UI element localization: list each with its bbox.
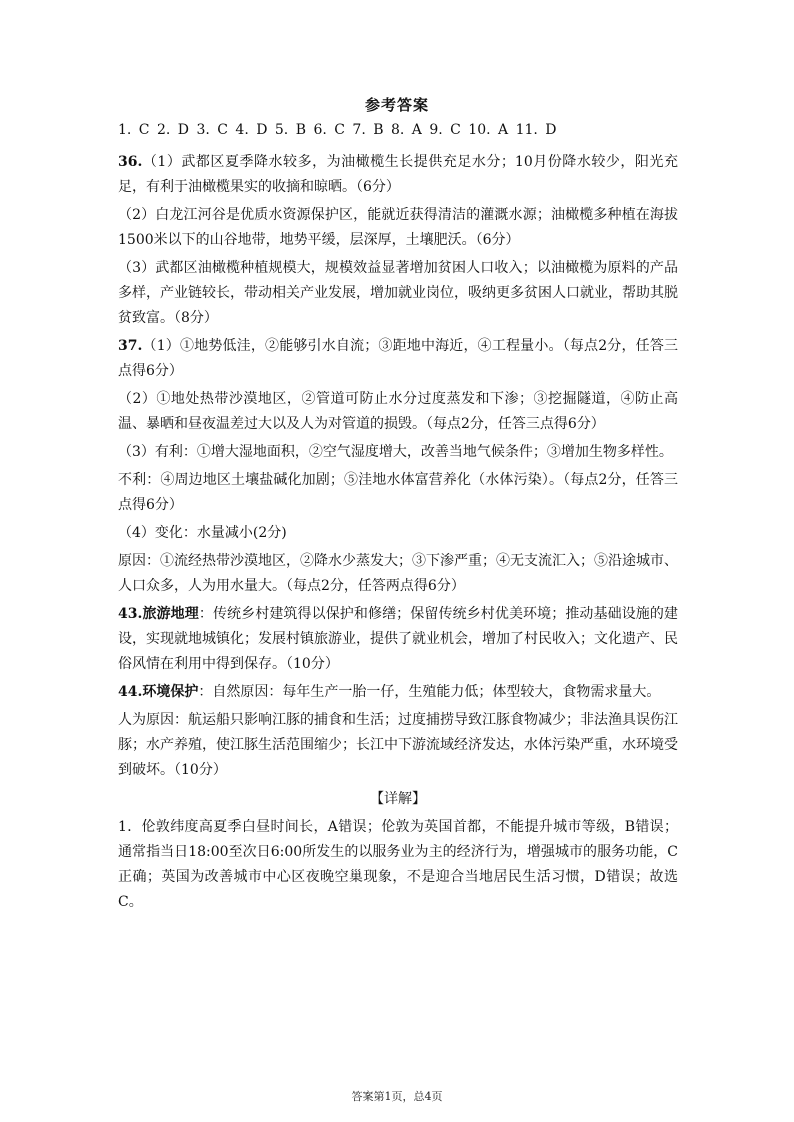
q37-part1-text: （1）①地势低洼，②能够引水自流；③距地中海近，④工程量小。（每点2分，任答三点得6分） [118,338,678,379]
q36-part1 [118,150,678,200]
q37-part3b: 不利：④周边地区土壤盐碱化加剧；⑤洼地水体富营养化（水体污染）。（每点2分，任答三点得6分） [118,472,678,513]
q37-part4b: 原因：①流经热带沙漠地区，②降水少蒸发大；③下渗严重；④无支流汇入；⑤沿途城市、人口众多，人为用水量大。（每点2分，任答两点得6分） [118,553,678,594]
q44-label: 44.环境保护 [118,684,199,700]
q36-part1-text: （1）武都区夏季降水较多，为油橄榄生长提供充足水分；10月份降水较少，阳光充足，有利于油橄榄果实的收摘和晾晒。（6分） [118,154,678,195]
page-footer: 答案第1页，总4页 [351,1090,443,1103]
q43-label: 43.旅游地理 [118,606,199,622]
page-title: 参考答案 [364,96,429,114]
q43-text: ：传统乡村建筑得以保护和修缮；保留传统乡村优美环境；推动基础设施的建设，实现就地城镇化；发展村镇旅游业，提供了就业机会，增加了村民收入；文化遗产、民俗风情在利用中得到保存。（10分） [118,606,679,672]
q37-part1 [118,334,678,384]
q44-answer [118,680,678,705]
detail-heading: 【详解】 [370,791,426,807]
q44-text: ：自然原因：每年生产一胎一仔，生殖能力低；体型较大，食物需求量大。 [198,684,661,700]
detail-paragraph-1: 1．伦敦纬度高夏季白昼时间长，A错误；伦敦为英国首都，不能提升城市等级，B错误；通常指当日18:00至次日6:00所发生的以服务业为主的经济行为，增强城市的服务功能，C正确；英国为改善城市中心区夜晚空巢现象，不是迎合当地居民生活习惯，D错误；故选C。 [118,819,678,910]
q36-part3: （3）武都区油橄榄种植规模大，规模效益显著增加贫困人口收入；以油橄榄为原料的产品多样，产业链较长，带动相关产业发展，增加就业岗位，吸纳更多贫困人口就业，帮助其脱贫致富。（8分） [118,260,678,326]
q37-part3: （3）有利：①增大湿地面积，②空气湿度增大，改善当地气候条件；③增加生物多样性。 [118,444,673,460]
q36-number: 36. [118,154,143,170]
multiple-choice-answers: 1. C 2. D 3. C 4. D 5. B 6. C 7. B 8. A 9. C 10. A 11. D [118,122,557,138]
q43-answer [118,602,678,677]
answer-content [118,150,678,918]
q44-part2: 人为原因：航运船只影响江豚的捕食和生活；过度捕捞导致江豚食物减少；非法渔具误伤江豚；水产养殖，使江豚生活范围缩少；长江中下游流域经济发达，水体污染严重，水环境受到破坏。（10分） [118,712,678,778]
q37-number: 37. [118,338,143,354]
q37-part4: （4）变化：水量减小(2分) [118,525,287,541]
q37-part2: （2）①地处热带沙漠地区，②管道可防止水分过度蒸发和下渗；③挖掘隧道，④防止高温、暴晒和昼夜温差过大以及人为对管道的损毁。（每点2分，任答三点得6分） [118,391,678,432]
q36-part2: （2）白龙江河谷是优质水资源保护区，能就近获得清洁的灌溉水源；油橄榄多种植在海拔1500米以下的山谷地带，地势平缓，层深厚，土壤肥沃。（6分） [118,207,678,248]
